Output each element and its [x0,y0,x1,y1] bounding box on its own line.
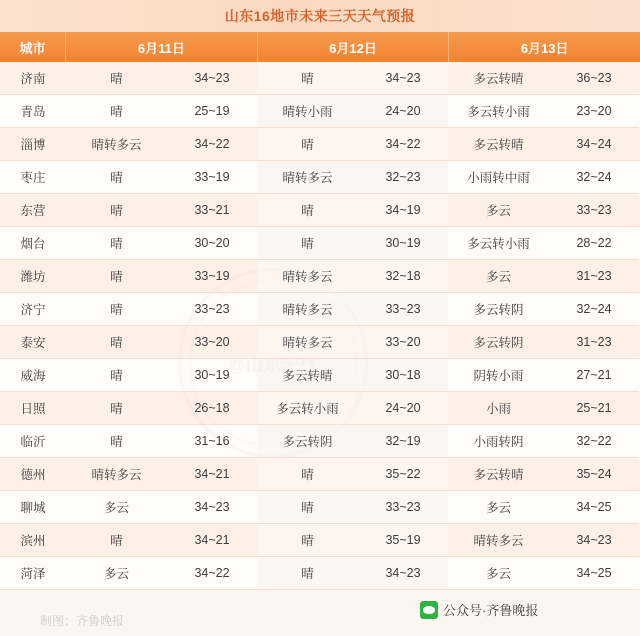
table-row [0,524,640,557]
cell-group-day-1 [66,491,257,524]
table-row [0,260,640,293]
cell-group-day-2 [257,128,448,161]
cell-temperature-day-2: 35~22 [358,458,448,491]
cell-group-day-2 [257,260,448,293]
cell-temperature-day-3: 31~23 [549,260,639,293]
cell-condition-day-2: 晴转小雨 [257,95,358,128]
cell-group-day-1 [66,425,257,458]
header-cell-city: 城市 [0,32,66,62]
cell-temperature-day-3: 35~24 [549,458,639,491]
cell-condition-day-3: 多云转晴 [448,458,549,491]
cell-condition-day-2: 晴 [257,491,358,524]
cell-group-day-3 [448,359,639,392]
cell-temperature-day-2: 24~20 [358,95,448,128]
header-cell-day-1: 6月11日 [66,32,258,62]
table-row [0,161,640,194]
cell-temperature-day-1: 33~21 [167,194,257,227]
cell-city: 枣庄 [0,161,66,194]
cell-condition-day-3: 多云 [448,491,549,524]
cell-condition-day-3: 多云转阴 [448,293,549,326]
cell-condition-day-1: 晴转多云 [66,128,167,161]
table-row [0,293,640,326]
cell-group-day-3 [448,392,639,425]
cell-temperature-day-1: 30~19 [167,359,257,392]
cell-condition-day-2: 晴 [257,194,358,227]
cell-group-day-1 [66,326,257,359]
cell-temperature-day-3: 23~20 [549,95,639,128]
cell-temperature-day-3: 32~24 [549,293,639,326]
cell-temperature-day-1: 33~19 [167,260,257,293]
cell-temperature-day-2: 33~23 [358,293,448,326]
cell-temperature-day-3: 34~25 [549,491,639,524]
cell-temperature-day-3: 34~23 [549,524,639,557]
cell-city: 日照 [0,392,66,425]
cell-group-day-3 [448,161,639,194]
cell-temperature-day-2: 34~23 [358,62,448,95]
cell-condition-day-1: 晴 [66,326,167,359]
cell-city: 德州 [0,458,66,491]
cell-group-day-2 [257,425,448,458]
cell-group-day-2 [257,161,448,194]
cell-condition-day-1: 晴 [66,260,167,293]
cell-group-day-2 [257,557,448,590]
cell-temperature-day-1: 34~22 [167,557,257,590]
cell-temperature-day-2: 32~19 [358,425,448,458]
cell-condition-day-1: 晴 [66,524,167,557]
cell-group-day-3 [448,425,639,458]
cell-condition-day-2: 晴转多云 [257,260,358,293]
cell-group-day-3 [448,326,639,359]
table-row [0,392,640,425]
cell-group-day-1 [66,458,257,491]
cell-city: 济南 [0,62,66,95]
cell-group-day-1 [66,194,257,227]
cell-group-day-3 [448,62,639,95]
cell-group-day-3 [448,524,639,557]
table-row [0,95,640,128]
cell-group-day-3 [448,458,639,491]
cell-city: 青岛 [0,95,66,128]
cell-condition-day-2: 晴转多云 [257,293,358,326]
table-row [0,557,640,590]
cell-group-day-1 [66,227,257,260]
cell-temperature-day-2: 24~20 [358,392,448,425]
cell-condition-day-1: 晴 [66,392,167,425]
cell-temperature-day-2: 35~19 [358,524,448,557]
table-header-row [0,32,640,62]
cell-condition-day-2: 晴 [257,458,358,491]
cell-condition-day-1: 晴 [66,425,167,458]
cell-condition-day-1: 晴转多云 [66,458,167,491]
cell-group-day-1 [66,293,257,326]
cell-condition-day-2: 晴 [257,557,358,590]
cell-temperature-day-2: 34~22 [358,128,448,161]
cell-city: 临沂 [0,425,66,458]
cell-temperature-day-3: 27~21 [549,359,639,392]
cell-condition-day-3: 多云 [448,260,549,293]
cell-group-day-3 [448,128,639,161]
cell-condition-day-1: 多云 [66,557,167,590]
cell-condition-day-3: 多云 [448,557,549,590]
cell-group-day-2 [257,326,448,359]
cell-temperature-day-1: 25~19 [167,95,257,128]
cell-group-day-1 [66,260,257,293]
cell-group-day-2 [257,227,448,260]
header-cell-day-3: 6月13日 [520,40,569,56]
table-row [0,62,640,95]
cell-condition-day-3: 多云转晴 [448,62,549,95]
account-watermark-label: 公众号·齐鲁晚报 [443,603,539,618]
cell-city: 济宁 [0,293,66,326]
cell-condition-day-1: 晴 [66,359,167,392]
cell-condition-day-1: 晴 [66,194,167,227]
cell-temperature-day-3: 32~24 [549,161,639,194]
cell-group-day-3 [448,557,639,590]
cell-temperature-day-1: 34~21 [167,458,257,491]
table-row [0,326,640,359]
table-row [0,359,640,392]
account-watermark [420,600,538,619]
cell-temperature-day-2: 34~19 [358,194,448,227]
cell-condition-day-2: 晴 [257,227,358,260]
footer-credit: 制图：齐鲁晚报 [40,614,125,628]
cell-temperature-day-1: 26~18 [167,392,257,425]
cell-group-day-2 [257,194,448,227]
cell-group-day-3 [448,227,639,260]
cell-group-day-3 [448,491,639,524]
table-row [0,425,640,458]
title-bar [0,0,640,32]
cell-temperature-day-1: 34~23 [167,62,257,95]
header-cell-day-2: 6月12日 [258,32,450,62]
cell-group-day-3 [448,194,639,227]
cell-temperature-day-1: 33~19 [167,161,257,194]
cell-group-day-3 [448,260,639,293]
cell-group-day-1 [66,392,257,425]
cell-condition-day-2: 晴转多云 [257,326,358,359]
cell-group-day-2 [257,359,448,392]
cell-temperature-day-2: 30~18 [358,359,448,392]
cell-group-day-1 [66,62,257,95]
cell-group-day-2 [257,95,448,128]
cell-temperature-day-3: 25~21 [549,392,639,425]
cell-temperature-day-1: 34~21 [167,524,257,557]
cell-temperature-day-2: 33~20 [358,326,448,359]
table-row [0,227,640,260]
cell-condition-day-1: 晴 [66,95,167,128]
cell-city: 威海 [0,359,66,392]
cell-condition-day-3: 多云转小雨 [448,227,549,260]
cell-condition-day-2: 晴转多云 [257,161,358,194]
cell-temperature-day-3: 31~23 [549,326,639,359]
cell-temperature-day-3: 28~22 [549,227,639,260]
cell-group-day-3 [448,95,639,128]
cell-condition-day-3: 小雨 [448,392,549,425]
cell-temperature-day-3: 33~23 [549,194,639,227]
cell-temperature-day-1: 34~23 [167,491,257,524]
cell-group-day-2 [257,392,448,425]
cell-group-day-2 [257,491,448,524]
cell-temperature-day-3: 32~22 [549,425,639,458]
cell-temperature-day-1: 33~23 [167,293,257,326]
cell-temperature-day-2: 32~18 [358,260,448,293]
cell-temperature-day-2: 32~23 [358,161,448,194]
cell-condition-day-1: 晴 [66,293,167,326]
cell-condition-day-3: 多云转小雨 [448,95,549,128]
cell-condition-day-1: 晴 [66,161,167,194]
cell-city: 聊城 [0,491,66,524]
cell-temperature-day-1: 31~16 [167,425,257,458]
cell-temperature-day-2: 30~19 [358,227,448,260]
cell-group-day-1 [66,359,257,392]
table-row [0,458,640,491]
cell-condition-day-1: 多云 [66,491,167,524]
cell-temperature-day-2: 33~23 [358,491,448,524]
cell-group-day-1 [66,95,257,128]
cell-city: 泰安 [0,326,66,359]
cell-group-day-2 [257,293,448,326]
cell-condition-day-3: 小雨转中雨 [448,161,549,194]
table-body [0,62,640,590]
cell-group-day-3 [448,293,639,326]
page-title: 山东16地市未来三天天气预报 [224,8,416,24]
cell-condition-day-2: 晴 [257,62,358,95]
cell-condition-day-3: 多云转阴 [448,326,549,359]
cell-city: 菏泽 [0,557,66,590]
cell-condition-day-2: 多云转阴 [257,425,358,458]
cell-condition-day-3: 多云 [448,194,549,227]
cell-temperature-day-1: 30~20 [167,227,257,260]
cell-condition-day-2: 多云转小雨 [257,392,358,425]
cell-temperature-day-3: 34~24 [549,128,639,161]
cell-temperature-day-1: 34~22 [167,128,257,161]
cell-condition-day-3: 多云转晴 [448,128,549,161]
table-row [0,128,640,161]
cell-group-day-1 [66,524,257,557]
cell-group-day-1 [66,557,257,590]
cell-group-day-2 [257,524,448,557]
cell-condition-day-3: 晴转多云 [448,524,549,557]
cell-temperature-day-1: 33~20 [167,326,257,359]
cell-city: 淄博 [0,128,66,161]
cell-group-day-1 [66,128,257,161]
cell-temperature-day-3: 34~25 [549,557,639,590]
cell-condition-day-3: 小雨转阴 [448,425,549,458]
table-row [0,491,640,524]
cell-condition-day-2: 晴 [257,128,358,161]
cell-group-day-1 [66,161,257,194]
cell-condition-day-2: 多云转晴 [257,359,358,392]
cell-city: 滨州 [0,524,66,557]
cell-city: 潍坊 [0,260,66,293]
cell-city: 东营 [0,194,66,227]
cell-condition-day-2: 晴 [257,524,358,557]
cell-group-day-2 [257,458,448,491]
cell-temperature-day-2: 34~23 [358,557,448,590]
cell-group-day-2 [257,62,448,95]
table-row [0,194,640,227]
cell-condition-day-3: 阴转小雨 [448,359,549,392]
wechat-icon [420,601,438,619]
cell-city: 烟台 [0,227,66,260]
cell-temperature-day-3: 36~23 [549,62,639,95]
cell-condition-day-1: 晴 [66,227,167,260]
cell-condition-day-1: 晴 [66,62,167,95]
